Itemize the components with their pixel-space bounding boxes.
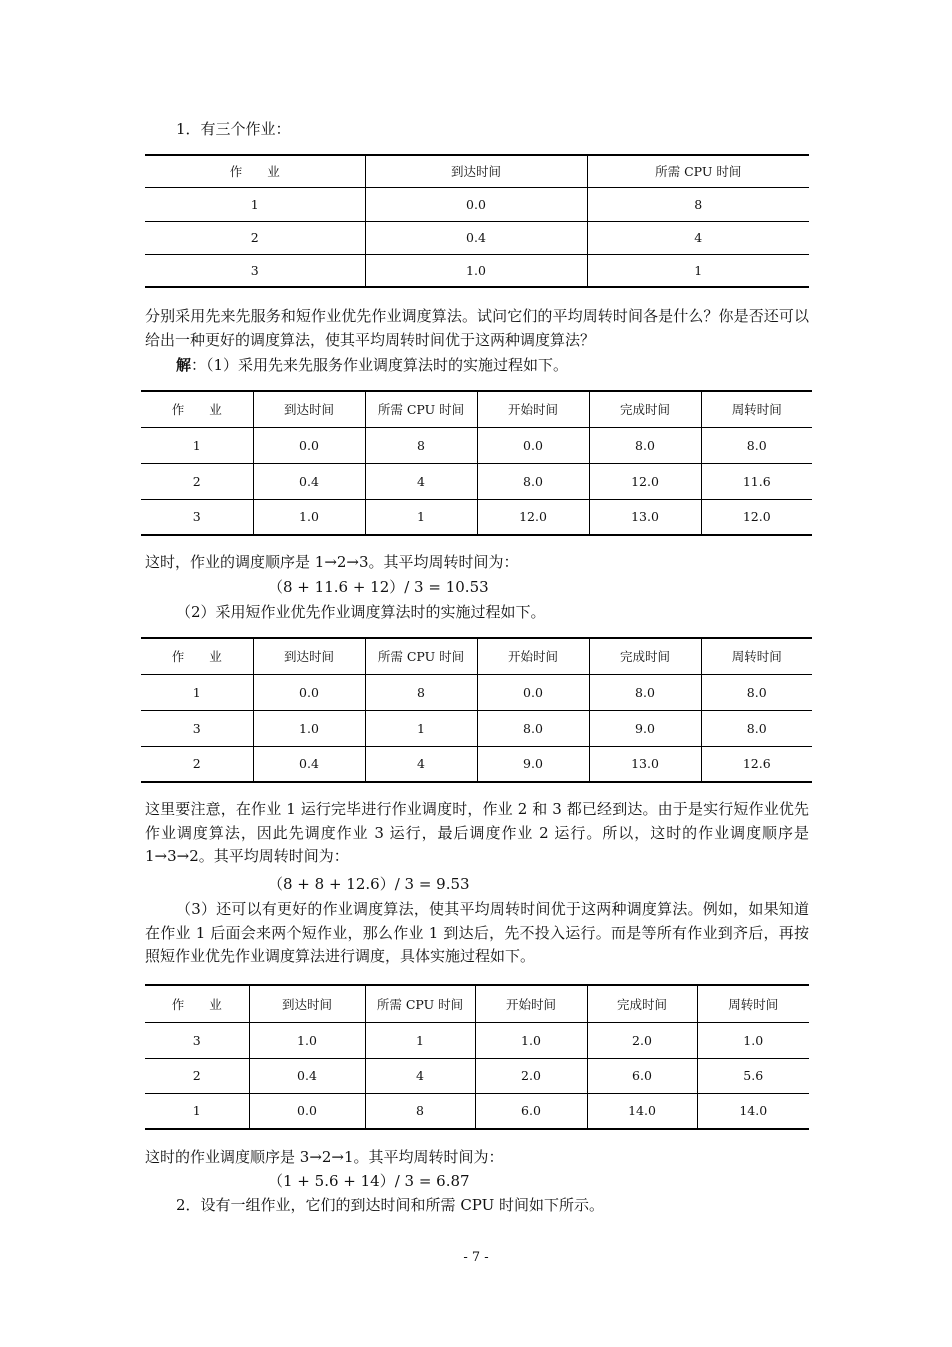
- table-cell: 13.0: [589, 499, 701, 535]
- table-row: [145, 254, 809, 287]
- table-cell: 1: [365, 499, 477, 535]
- question-1-intro: 1．有三个作业：: [176, 120, 291, 138]
- table-cell: 1.0: [249, 1022, 365, 1058]
- header-cell: 开始时间: [475, 985, 587, 1022]
- question-2-intro: 2．设有一组作业，它们的到达时间和所需 CPU 时间如下所示。: [176, 1196, 605, 1214]
- solution-part-1: [176, 354, 568, 377]
- table-cell: 0.0: [249, 1093, 365, 1129]
- table-cell: 1.0: [365, 254, 587, 287]
- page-number: - 7 -: [463, 1250, 489, 1265]
- table-cell: 4: [365, 746, 477, 782]
- table-cell: 1: [587, 254, 809, 287]
- sjf-note: 这里要注意，在作业 1 运行完毕进行作业调度时，作业 2 和 3 都已经到达。由于是实行短作业优先作业调度算法，因此先调度作业 3 运行，最后调度作业 2 运行。所以，这时的作业调度顺序是 1→3→2。其平均周转时间为：: [145, 800, 809, 865]
- table-row: [145, 1058, 809, 1093]
- table-cell: 0.4: [249, 1058, 365, 1093]
- header-cell: 作 业: [145, 155, 365, 187]
- improved-table: [145, 984, 809, 1130]
- fcfs-average-formula: （8 + 11.6 + 12）/ 3 = 10.53: [268, 578, 489, 596]
- table-cell: 6.0: [587, 1058, 697, 1093]
- table-cell: 3: [145, 254, 365, 287]
- table-cell: 2.0: [587, 1022, 697, 1058]
- table-cell: 8: [365, 1093, 475, 1129]
- table-cell: 2: [141, 463, 253, 499]
- table-cell: 14.0: [587, 1093, 697, 1129]
- table-row: [141, 499, 812, 535]
- table-cell: 8.0: [701, 710, 812, 746]
- table-cell: 1.0: [475, 1022, 587, 1058]
- header-cell: 完成时间: [589, 391, 701, 427]
- table-cell: 0.0: [253, 427, 365, 463]
- sjf-intro: （2）采用短作业优先作业调度算法时的实施过程如下。: [176, 603, 546, 621]
- sjf-average-formula: （8 + 8 + 12.6）/ 3 = 9.53: [268, 875, 470, 893]
- header-cell: 到达时间: [365, 155, 587, 187]
- job-table: [145, 154, 809, 288]
- table-cell: 9.0: [589, 710, 701, 746]
- solution-part-1-text: ：（1）采用先来先服务作业调度算法时的实施过程如下。: [191, 356, 569, 374]
- table-row: [141, 463, 812, 499]
- header-cell: 完成时间: [589, 638, 701, 674]
- table-cell: 14.0: [697, 1093, 809, 1129]
- table-cell: 0.0: [477, 427, 589, 463]
- table-cell: 5.6: [697, 1058, 809, 1093]
- header-cell: 周转时间: [701, 391, 812, 427]
- fcfs-order-text: 这时，作业的调度顺序是 1→2→3。其平均周转时间为：: [145, 553, 519, 571]
- table-cell: 3: [145, 1022, 249, 1058]
- header-cell: 到达时间: [253, 638, 365, 674]
- table-row: [141, 746, 812, 782]
- table-cell: 8.0: [589, 674, 701, 710]
- table-cell: 1: [141, 674, 253, 710]
- sjf-table: [141, 637, 812, 783]
- table-cell: 12.0: [701, 499, 812, 535]
- table-cell: 8.0: [477, 710, 589, 746]
- better-average-formula: （1 + 5.6 + 14）/ 3 = 6.87: [268, 1172, 470, 1190]
- table-cell: 0.0: [477, 674, 589, 710]
- table-cell: 8.0: [701, 427, 812, 463]
- header-cell: 作 业: [141, 391, 253, 427]
- table-cell: 8.0: [701, 674, 812, 710]
- table-cell: 8.0: [589, 427, 701, 463]
- header-cell: 所需 CPU 时间: [365, 638, 477, 674]
- table-cell: 0.4: [253, 746, 365, 782]
- table-cell: 2.0: [475, 1058, 587, 1093]
- table-cell: 0.0: [253, 674, 365, 710]
- table-row: [141, 710, 812, 746]
- header-cell: 开始时间: [477, 391, 589, 427]
- table-cell: 8.0: [477, 463, 589, 499]
- table-row: [145, 1093, 809, 1129]
- better-algorithm-intro: （3）还可以有更好的作业调度算法，使其平均周转时间优于这两种调度算法。例如，如果知道在作业 1 后面会来两个短作业，那么作业 1 到达后，先不投入运行。而是等所有作业到齐后，再按照短作业优先作业调度算法进行调度，具体实施过程如下。: [145, 900, 809, 965]
- table-cell: 1: [145, 187, 365, 221]
- table-cell: 1: [365, 710, 477, 746]
- table-cell: 4: [365, 463, 477, 499]
- table-cell: 1.0: [697, 1022, 809, 1058]
- header-cell: 到达时间: [253, 391, 365, 427]
- header-cell: 到达时间: [249, 985, 365, 1022]
- table-cell: 0.4: [365, 221, 587, 254]
- table-cell: 4: [587, 221, 809, 254]
- table-cell: 1: [365, 1022, 475, 1058]
- table-header-row: [145, 985, 809, 1022]
- table-row: [141, 427, 812, 463]
- table-cell: 6.0: [475, 1093, 587, 1129]
- table-cell: 12.6: [701, 746, 812, 782]
- header-cell: 周转时间: [701, 638, 812, 674]
- header-cell: 所需 CPU 时间: [365, 985, 475, 1022]
- table-cell: 11.6: [701, 463, 812, 499]
- table-cell: 2: [141, 746, 253, 782]
- table-cell: 2: [145, 1058, 249, 1093]
- header-cell: 所需 CPU 时间: [587, 155, 809, 187]
- table-cell: 9.0: [477, 746, 589, 782]
- question-1-text: 分别采用先来先服务和短作业优先作业调度算法。试问它们的平均周转时间各是什么？你是否还可以给出一种更好的调度算法，使其平均周转时间优于这两种调度算法？: [145, 307, 809, 349]
- table-cell: 1.0: [253, 499, 365, 535]
- table-header-row: [141, 391, 812, 427]
- header-cell: 完成时间: [587, 985, 697, 1022]
- header-cell: 作 业: [141, 638, 253, 674]
- table-cell: 0.0: [365, 187, 587, 221]
- header-cell: 作 业: [145, 985, 249, 1022]
- table-row: [145, 1022, 809, 1058]
- table-cell: 1: [141, 427, 253, 463]
- table-cell: 12.0: [477, 499, 589, 535]
- table-cell: 1: [145, 1093, 249, 1129]
- table-cell: 2: [145, 221, 365, 254]
- header-cell: 所需 CPU 时间: [365, 391, 477, 427]
- table-cell: 13.0: [589, 746, 701, 782]
- solution-label: 解: [176, 356, 192, 374]
- table-cell: 8: [365, 427, 477, 463]
- table-cell: 3: [141, 710, 253, 746]
- table-cell: 4: [365, 1058, 475, 1093]
- table-row: [145, 221, 809, 254]
- table-row: [141, 674, 812, 710]
- table-header-row: [145, 155, 809, 187]
- table-header-row: [141, 638, 812, 674]
- table-cell: 1.0: [253, 710, 365, 746]
- header-cell: 开始时间: [477, 638, 589, 674]
- table-cell: 8: [587, 187, 809, 221]
- table-cell: 0.4: [253, 463, 365, 499]
- table-cell: 12.0: [589, 463, 701, 499]
- table-row: [145, 187, 809, 221]
- fcfs-table: [141, 390, 812, 536]
- header-cell: 周转时间: [697, 985, 809, 1022]
- table-cell: 8: [365, 674, 477, 710]
- table-cell: 3: [141, 499, 253, 535]
- better-order-text: 这时的作业调度顺序是 3→2→1。其平均周转时间为：: [145, 1148, 504, 1166]
